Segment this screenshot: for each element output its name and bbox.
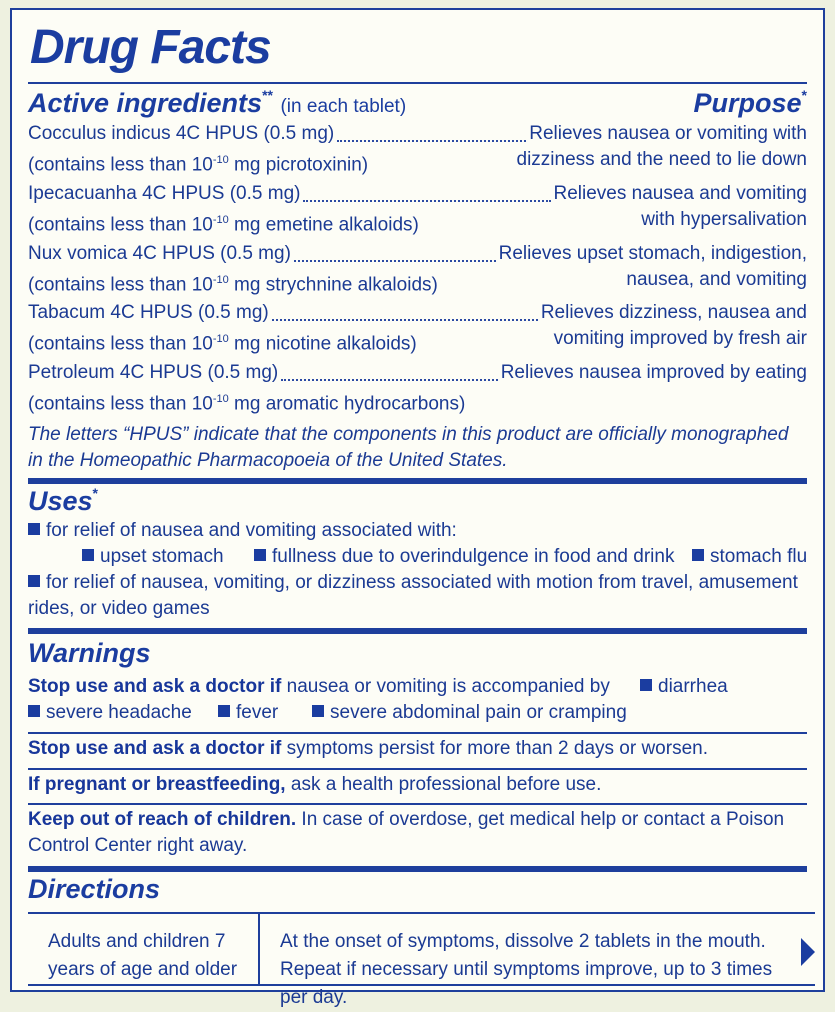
title-rule [28,82,807,84]
square-bullet-icon [28,705,40,717]
ingredient-note: (contains less than $10^{-10}$ mg strychnine alkaloids) [28,274,438,296]
active-ingredients-subheading: (in each tablet) [280,96,407,117]
ingredient-purpose: Relieves upset stomach, indigestion, [498,243,807,264]
ingredient-purpose-cont: vomiting improved by fresh air [553,328,807,349]
warning-stop-use-2: Stop use and ask a doctor if symptoms persist for more than 2 days or worsen. [28,738,708,759]
warning-children-cont: Control Center right away. [28,835,248,856]
square-bullet-icon [692,549,704,561]
ingredient-name: Ipecacuanha 4C HPUS (0.5 mg) [28,183,301,204]
warning-symptom: diarrhea [640,674,728,700]
square-bullet-icon [28,575,40,587]
section-divider [28,866,807,872]
ingredient-purpose: Relieves nausea improved by eating [500,362,807,383]
uses-subitem: fullness due to overindulgence in food and drink [254,544,674,570]
square-bullet-icon [82,549,94,561]
ingredient-purpose-cont: nausea, and vomiting [626,269,807,290]
warning-children: Keep out of reach of children. In case of overdose, get medical help or contact a Poison [28,809,785,830]
ingredient-purpose: Relieves nausea or vomiting with [529,123,807,144]
ingredient-purpose: Relieves nausea and vomiting [553,183,807,204]
uses-heading: Uses* [28,485,98,516]
ingredient-note: (contains less than $10^{-10}$ mg emetine alkaloids) [28,214,419,236]
warning-divider [28,732,807,734]
purpose-heading: Purpose* [693,87,807,118]
section-divider [28,628,807,634]
warning-divider [28,768,807,770]
square-bullet-icon [28,523,40,535]
leader-dots [272,319,538,321]
ingredient-row [28,360,807,415]
ingredient-row [28,241,807,296]
active-ingredients-heading: Active ingredients** (in each tablet) [28,87,407,118]
leader-dots [337,140,526,142]
square-bullet-icon [312,705,324,717]
directions-heading: Directions [28,874,161,904]
directions-age-group: Adults and children 7 years of age and older [48,931,238,980]
directions-column-divider [258,914,260,984]
drug-facts-panel [10,8,825,1008]
hpus-note: The letters “HPUS” indicate that the components in this product are officially monographed in the Homeopathic Pharmacopoeia of the United States. [28,424,789,471]
warning-divider [28,803,807,805]
continue-arrow-icon [801,938,815,966]
warning-symptom: fever [218,700,278,726]
directions-instructions: At the onset of symptoms, dissolve 2 tablets in the mouth. Repeat if necessary until symptoms improve, up to 3 times per day. [280,931,773,1008]
directions-table [28,912,815,1008]
section-divider [28,478,807,484]
ingredient-name: Petroleum 4C HPUS (0.5 mg) [28,362,279,383]
warnings-heading: Warnings [28,638,151,668]
ingredient-name: Cocculus indicus 4C HPUS (0.5 mg) [28,123,335,144]
ingredient-name: Nux vomica 4C HPUS (0.5 mg) [28,243,291,264]
warning-symptom: severe headache [28,700,192,726]
ingredient-name: Tabacum 4C HPUS (0.5 mg) [28,302,269,323]
ingredient-note: (contains less than $10^{-10}$ mg picrotoxinin) [28,154,369,176]
ingredient-purpose-cont: dizziness and the need to lie down [516,149,807,170]
uses-item: for relief of nausea and vomiting associated with: [28,518,457,544]
ingredient-row [28,181,807,236]
warning-pregnant: If pregnant or breastfeeding, ask a health professional before use. [28,774,602,795]
uses-subitem: stomach flu [692,544,807,570]
ingredient-purpose: Relieves dizziness, nausea and [540,302,807,323]
ingredient-row [28,300,807,355]
uses-item: for relief of nausea, vomiting, or dizziness associated with motion from travel, amusement [28,570,798,596]
uses-item-cont: rides, or video games [28,598,210,619]
leader-dots [281,379,497,381]
page-title: Drug Facts [30,21,271,74]
ingredient-note: (contains less than $10^{-10}$ mg nicotine alkaloids) [28,333,417,355]
ingredient-purpose-cont: with hypersalivation [641,209,807,230]
square-bullet-icon [218,705,230,717]
uses-subitem: upset stomach [82,544,224,570]
warning-symptom: severe abdominal pain or cramping [312,700,627,726]
leader-dots [294,260,496,262]
ingredient-row [28,121,807,176]
square-bullet-icon [640,679,652,691]
ingredient-note: (contains less than $10^{-10}$ mg aromatic hydrocarbons) [28,393,466,415]
warning-stop-use-1: Stop use and ask a doctor if nausea or vomiting is accompanied by [28,676,610,697]
square-bullet-icon [254,549,266,561]
leader-dots [303,200,550,202]
